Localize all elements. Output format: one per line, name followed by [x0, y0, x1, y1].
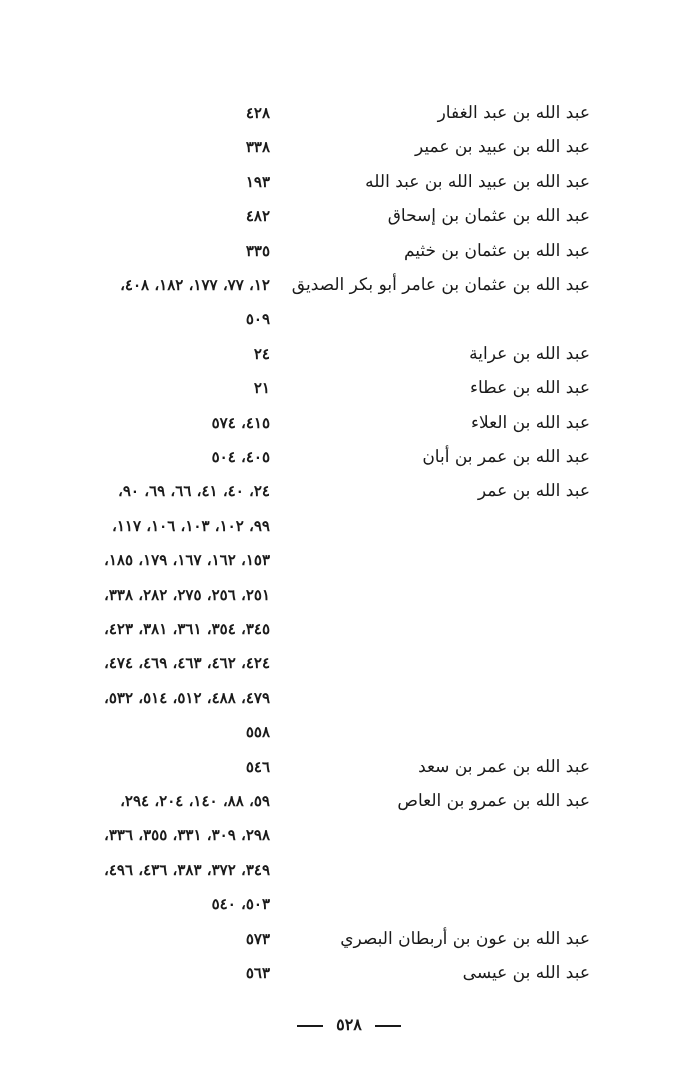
entry-page-numbers: ٣٣٨ [245, 138, 270, 157]
index-entry-row [0, 683, 698, 717]
entry-name: عبد الله بن عثمان بن خثيم [403, 240, 590, 261]
entry-name: عبد الله بن عيسى [462, 963, 590, 983]
index-entry-row [0, 408, 698, 442]
footer-dash-left [297, 1025, 323, 1027]
index-entry-row [0, 924, 698, 958]
index-entry-row [0, 511, 698, 545]
index-entry-row [0, 717, 698, 751]
index-entry-row [0, 270, 698, 304]
entry-name: عبد الله بن عطاء [470, 378, 590, 399]
entry-name: عبد الله بن عثمان بن عامر أبو بكر الصديق [291, 275, 590, 295]
entry-page-numbers: ٢٥١، ٢٥٦، ٢٧٥، ٢٨٢، ٣٣٨، [103, 585, 270, 604]
index-entry-row [0, 132, 698, 166]
page-number: ٥٢٨ [336, 1015, 362, 1034]
entry-name: عبد الله بن العلاء [471, 412, 590, 433]
entry-name: عبد الله بن عبيد الله بن عبد الله [365, 171, 590, 192]
entry-name: عبد الله بن عمر بن أبان [422, 447, 590, 467]
entry-page-numbers: ٢١ [253, 379, 270, 398]
entry-name: عبد الله بن عبيد بن عمير [414, 137, 590, 158]
entry-page-numbers: ٩٩، ١٠٢، ١٠٣، ١٠٦، ١١٧، [112, 516, 270, 535]
entry-name: عبد الله بن عثمان بن إسحاق [387, 206, 590, 227]
entry-page-numbers: ١٥٣، ١٦٢، ١٦٧، ١٧٩، ١٨٥، [103, 551, 270, 570]
index-entry-row [0, 889, 698, 923]
index-entry-row [0, 236, 698, 270]
entry-page-numbers: ٤٠٥، ٥٠٤ [211, 448, 270, 466]
entry-page-numbers: ٥٠٩ [245, 310, 270, 329]
entry-name: عبد الله بن عون بن أربطان البصري [340, 928, 590, 949]
index-entry-row [0, 304, 698, 338]
entry-page-numbers: ٥٧٣ [245, 929, 270, 948]
entry-page-numbers: ١٢، ٧٧، ١٧٧، ١٨٢، ٤٠٨، [120, 276, 270, 294]
entry-page-numbers: ٢٤، ٤٠، ٤١، ٦٦، ٦٩، ٩٠، [118, 482, 270, 501]
entry-name: عبد الله بن عبد الغفار [437, 103, 590, 123]
index-entry-row [0, 442, 698, 476]
page-footer [0, 1012, 698, 1038]
entry-page-numbers: ٥٩، ٨٨، ١٤٠، ٢٠٤، ٢٩٤، [120, 792, 270, 810]
entry-page-numbers: ١٩٣ [245, 172, 270, 191]
entry-page-numbers: ٢٩٨، ٣٠٩، ٣٣١، ٣٥٥، ٣٣٦، [103, 826, 270, 845]
entry-page-numbers: ٣٣٥ [245, 241, 270, 260]
index-entry-row [0, 752, 698, 786]
index-entry-row [0, 98, 698, 132]
entry-page-numbers: ٢٤ [253, 344, 270, 363]
entry-page-numbers: ٣٤٥، ٣٥٤، ٣٦١، ٣٨١، ٤٢٣، [103, 620, 270, 638]
entry-name: عبد الله بن عمرو بن العاص [397, 791, 590, 811]
entry-name: عبد الله بن عراية [469, 343, 590, 364]
entry-page-numbers: ٣٤٩، ٣٧٢، ٣٨٣، ٤٣٦، ٤٩٦، [103, 860, 270, 879]
footer-dash-right [375, 1025, 401, 1027]
index-entry-row [0, 339, 698, 373]
entry-page-numbers: ٥٦٣ [245, 964, 270, 982]
index-entry-row [0, 820, 698, 854]
entry-page-numbers: ٤٢٤، ٤٦٢، ٤٦٣، ٤٦٩، ٤٧٤، [103, 654, 270, 673]
entry-page-numbers: ٤٧٩، ٤٨٨، ٥١٢، ٥١٤، ٥٣٢، [103, 688, 270, 707]
entry-page-numbers: ٥٠٣، ٥٤٠ [211, 895, 270, 914]
index-entry-row [0, 545, 698, 579]
index-entry-row [0, 580, 698, 614]
index-entry-row [0, 476, 698, 510]
index-entry-row [0, 958, 698, 992]
entry-name: عبد الله بن عمر بن سعد [418, 756, 590, 777]
index-entry-row [0, 167, 698, 201]
entry-page-numbers: ٤١٥، ٥٧٤ [211, 413, 270, 432]
entry-page-numbers: ٥٥٨ [245, 723, 270, 742]
index-entry-row [0, 855, 698, 889]
index-entry-row [0, 614, 698, 648]
entry-page-numbers: ٥٤٦ [245, 757, 270, 776]
index-entry-row [0, 786, 698, 820]
index-entry-row [0, 201, 698, 235]
entry-name: عبد الله بن عمر [477, 481, 590, 502]
entry-page-numbers: ٤٢٨ [245, 104, 270, 122]
index-entry-row [0, 373, 698, 407]
entry-page-numbers: ٤٨٢ [245, 207, 270, 226]
index-entry-row [0, 648, 698, 682]
